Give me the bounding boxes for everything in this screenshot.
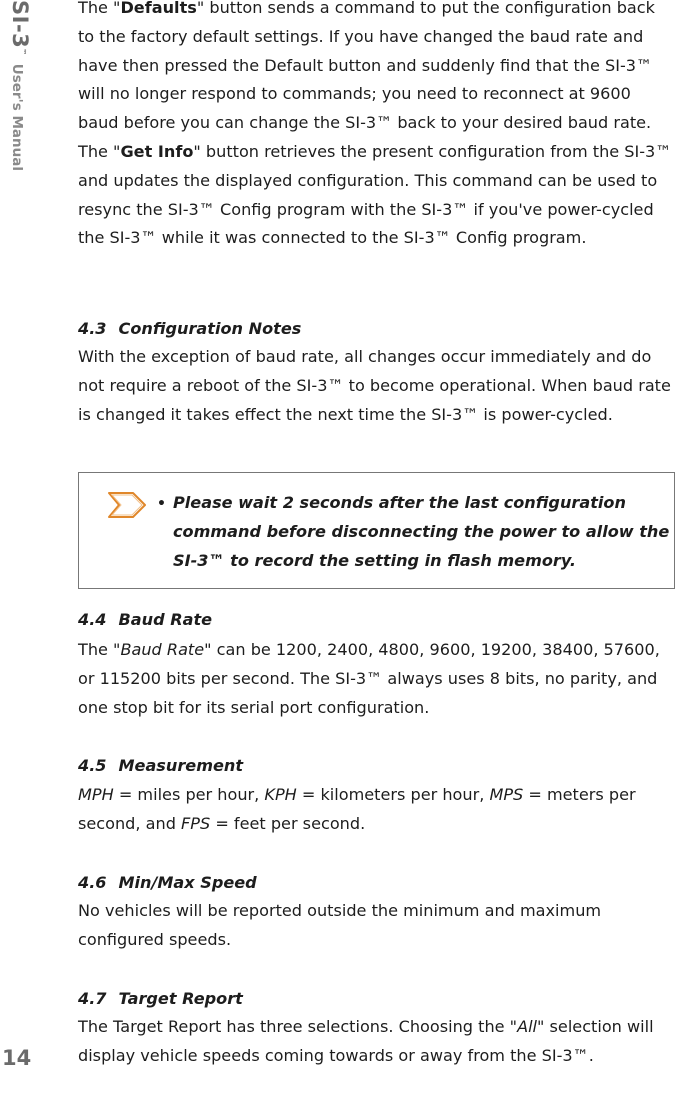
intro-paragraph: The "Defaults" button sends a command to put the configuration back to the factory default settings. If you have changed the baud rate and have then pressed the Default button and suddenly find that the SI-3™ will no longer respond to commands; you need to reconnect at 9600 baud before you can change the SI-3™ back to your desired baud rate. The "Get Info" button retrieves the present configuration from the SI-3™ and updates the displayed configuration. This command can be used to resync the SI-3™ Config program with the SI-3™ if you've power-cycled the SI-3™ while it was connected to the SI-3™ Config program. <box>78 0 672 248</box>
note-line: SI-3™ to record the setting in flash memory. <box>173 551 576 570</box>
page-number: 14 <box>2 1046 32 1070</box>
section-body-4-3: With the exception of baud rate, all changes occur immediately and do not require a reboot of the SI-3™ to become operational. When baud rate is changed it takes effect the next time the SI-3™ is power-cycled. <box>78 347 671 424</box>
product-name: SI-3™ <box>8 0 32 56</box>
manual-label: User's Manual <box>9 63 25 171</box>
section-heading-4-5: 4.5 Measurement <box>78 756 244 775</box>
section-heading-4-7: 4.7 Target Report <box>78 989 243 1008</box>
section-heading-4-4: 4.4 Baud Rate <box>78 610 213 629</box>
note-line: command before disconnecting the power to allow the <box>173 522 670 541</box>
section-heading-4-6: 4.6 Min/Max Speed <box>78 873 257 892</box>
note-bullet: • <box>157 496 166 512</box>
get-info-button-ref: Get Info <box>120 141 194 161</box>
section-body-4-7: The Target Report has three selections. Choosing the "All" selection will display vehicle speeds coming towards or away from the SI-3™. <box>78 1017 654 1065</box>
section-body-4-5: MPH = miles per hour, KPH = kilometers per hour, MPS = meters per second, and FPS = feet per second. <box>78 785 636 833</box>
side-tab <box>0 0 34 260</box>
section-body-4-4: The "Baud Rate" can be 1200, 2400, 4800, 9600, 19200, 38400, 57600, or 115200 bits per second. The SI-3™ always uses 8 bits, no parity, and one stop bit for its serial port configuration. <box>78 640 660 717</box>
section-heading-4-3: 4.3 Configuration Notes <box>78 319 302 338</box>
arrow-right-icon <box>107 491 147 519</box>
note-line: Please wait 2 seconds after the last configuration <box>173 493 626 512</box>
defaults-button-ref: Defaults <box>120 0 197 17</box>
note-box <box>78 472 675 589</box>
section-body-4-6: No vehicles will be reported outside the minimum and maximum configured speeds. <box>78 901 602 949</box>
note-text <box>173 488 670 575</box>
side-tab-label <box>4 0 32 260</box>
